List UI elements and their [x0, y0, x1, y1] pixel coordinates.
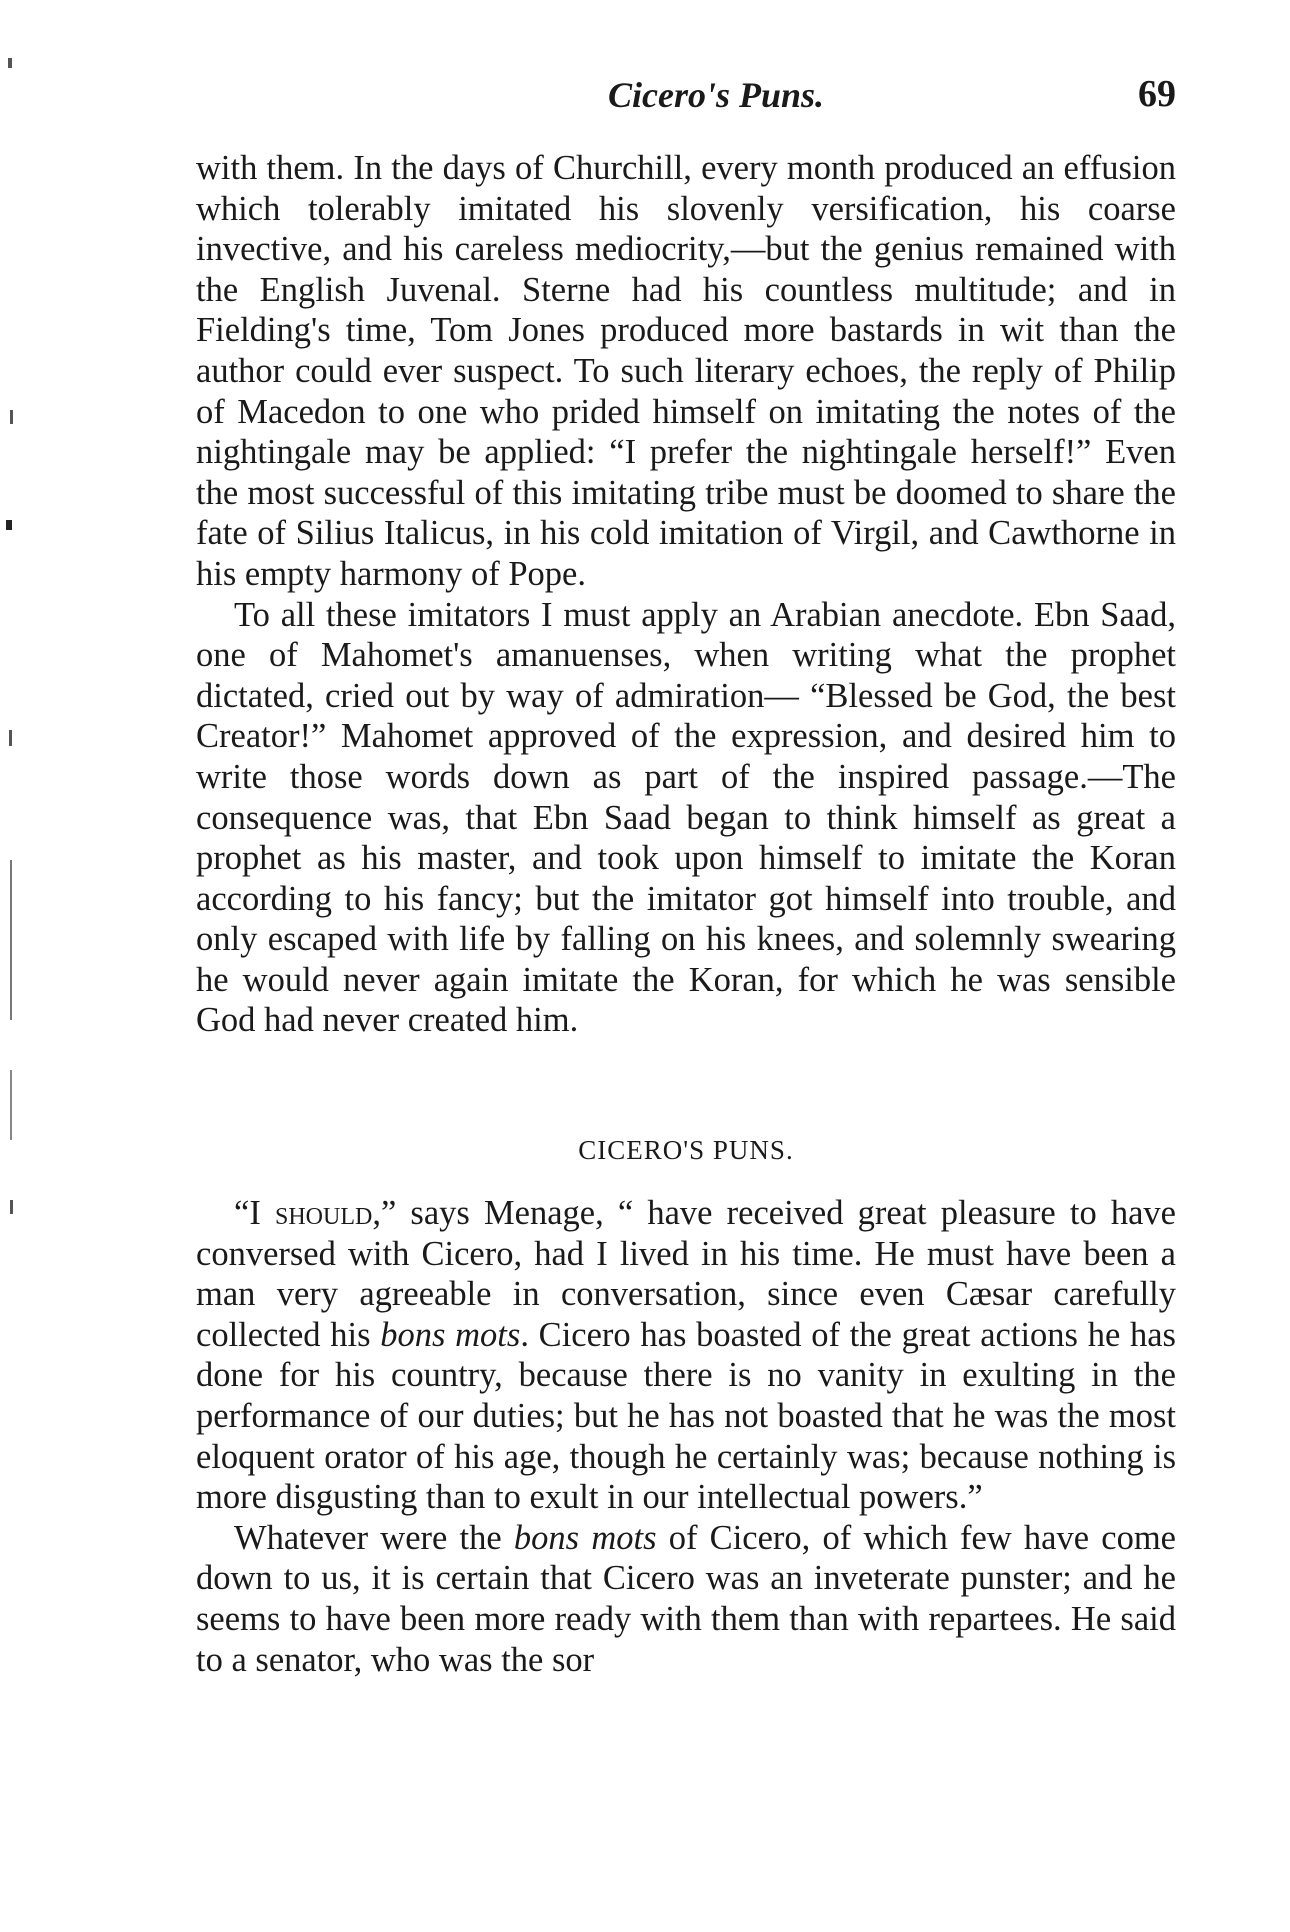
paragraph-arabian-anecdote: To all these imitators I must apply an Arabian anecdote. Ebn Saad, one of Mahomet's amanuenses, when writing what the prophet dictated, cried out by way of admiration— “Blessed be God, the best Creator!” Mahomet approved of the expression, and desired him to write those words down as part of the inspired passage.—The consequence was, that Ebn Saad began to think himself as great a prophet as his master, and took upon himself to imitate the Koran according to his fancy; but the imitator got himself into trouble, and only escaped with life by falling on his knees, and solemnly swearing he would never again imitate the Koran, for which he was sensible God had never created him. [196, 595, 1176, 1040]
paragraph-text: Whatever were the [234, 1518, 514, 1557]
left-margin-marks [0, 0, 40, 1932]
margin-mark [10, 860, 12, 1020]
paragraph-text: . Cicero has boasted of the great actions he has done for his country, because there is no vanity in exulting in the performance of our duties; but he has not boasted that he was the most eloquent orator of his age, though he certainly was; because nothing is more disgusting than to exult in our intellectual powers.” [196, 1315, 1176, 1517]
paragraph-menage-quote [196, 1193, 1176, 1518]
paragraph-text: of Cicero, of which few have come down to us, it is certain that Cicero was an inveterate punster; and he seems to have been more ready with them than with repartees. He said to a senator, who was the sor [196, 1518, 1176, 1679]
italic-phrase: bons mots [380, 1315, 521, 1354]
smallcaps-word: should [274, 1194, 373, 1233]
paragraph-text: ,” says Menage, “ have received great pleasure to have conversed with Cicero, had I lived in his time. He must have been a man very agreeable in conversation, since even Cæsar carefully collected his [196, 1194, 1176, 1354]
book-page [196, 70, 1176, 1680]
running-head [196, 70, 1176, 130]
page-number: 69 [1138, 73, 1176, 115]
margin-mark [10, 1070, 12, 1140]
margin-mark [9, 730, 12, 746]
open-quote: “I [234, 1194, 275, 1233]
margin-mark [6, 520, 12, 530]
paragraph-continuation: with them. In the days of Churchill, every month produced an effusion which tolerably imitated his slovenly versification, his coarse invective, and his careless mediocrity,—but the genius remained with the English Juvenal. Sterne had his countless multitude; and in Fielding's time, Tom Jones produced more bastards in wit than the author could ever suspect. To such literary echoes, the reply of Philip of Macedon to one who prided himself on imitating the notes of the nightingale may be applied: “I prefer the nightingale herself!” Even the most successful of this imitating tribe must be doomed to share the fate of Silius Italicus, in his cold imitation of Virgil, and Cawthorne in his empty harmony of Pope. [196, 149, 1176, 593]
paragraph-cicero-punster [196, 1518, 1176, 1680]
italic-phrase: bons mots [513, 1518, 657, 1557]
margin-mark [8, 58, 12, 68]
margin-mark [10, 1200, 13, 1214]
section-heading: CICERO'S PUNS. [578, 1135, 794, 1166]
margin-mark [10, 410, 13, 424]
running-title: Cicero's Puns. [607, 75, 825, 115]
